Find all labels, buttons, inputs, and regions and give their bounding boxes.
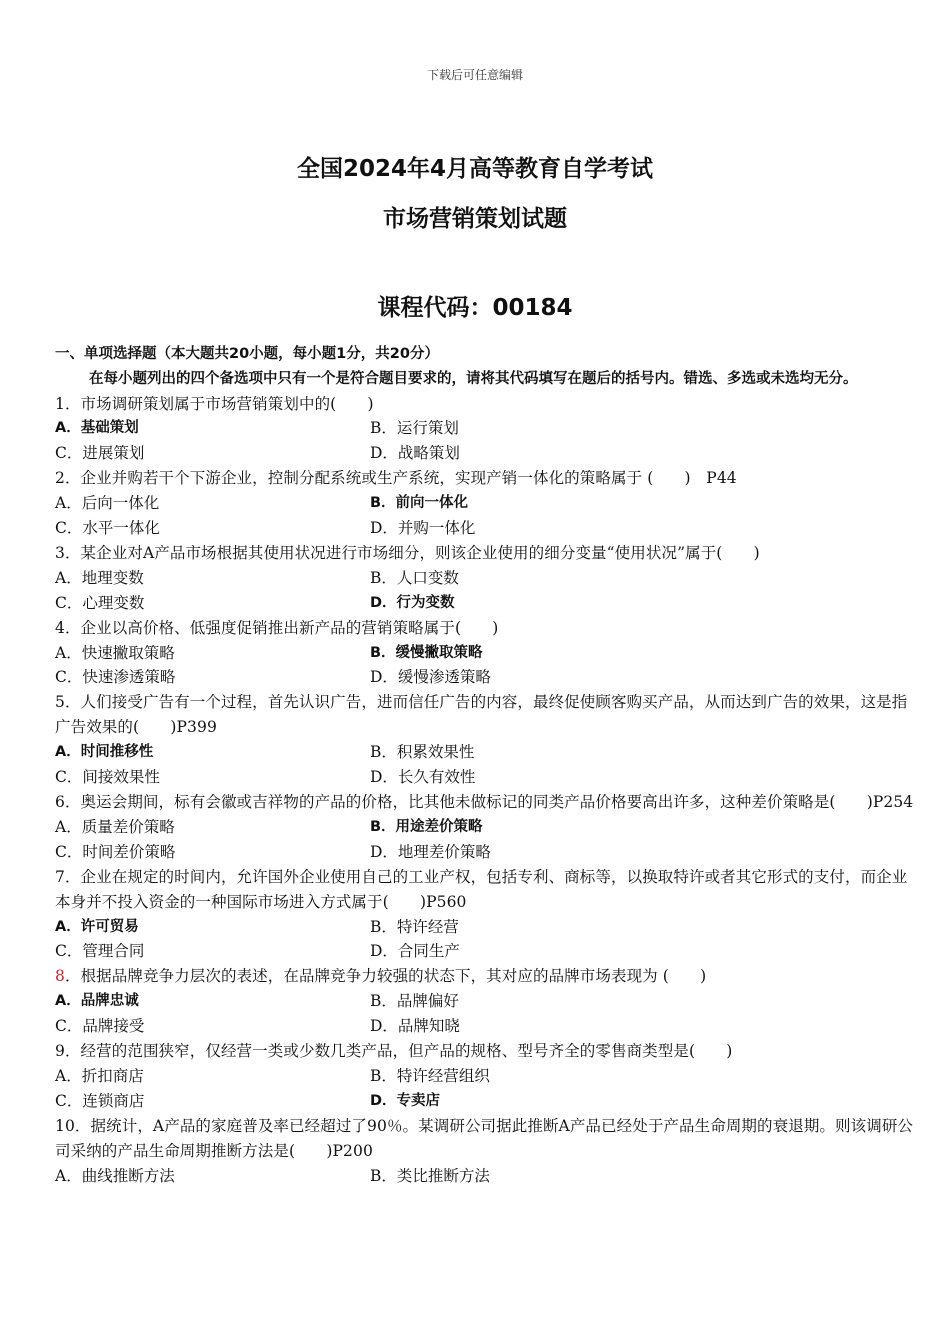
option-d: D．缓慢渗透策略 xyxy=(370,668,491,687)
option-c: C．心理变数 xyxy=(55,593,145,612)
option-b: B．前向一体化 xyxy=(370,495,469,512)
option-c: C．品牌接受 xyxy=(55,1017,145,1036)
option-b: B．人口变数 xyxy=(370,568,459,587)
question-stem xyxy=(55,964,915,989)
option-c: C．水平一体化 xyxy=(55,519,160,538)
option-a: A．快速撇取策略 xyxy=(55,643,175,662)
question-stem: 5．人们接受广告有一个过程，首先认识广告，进而信任广告的内容，最终促使顾客购买产品，从而达到广告的效果，这是指广告效果的( )P399 xyxy=(55,693,908,737)
option-c: C．间接效果性 xyxy=(55,768,160,787)
question-options xyxy=(55,491,915,541)
option-b: B．运行策划 xyxy=(370,419,459,438)
exam-subject-title: 市场营销策划试题 xyxy=(383,206,567,232)
question-options xyxy=(55,416,915,466)
option-d: D．地理差价策略 xyxy=(370,842,491,861)
option-b: B．积累效果性 xyxy=(370,743,475,762)
question-options xyxy=(55,566,915,616)
option-d: D．行为变数 xyxy=(370,594,455,611)
section-instruction: 在每小题列出的四个备选项中只有一个是符合题目要求的，请将其代码填写在题后的括号内。错选、多选或未选均无分。 xyxy=(89,370,858,387)
question-options xyxy=(55,815,915,865)
option-b: B．类比推断方法 xyxy=(370,1166,490,1185)
option-c: C．进展策划 xyxy=(55,444,145,463)
question-options xyxy=(55,989,915,1039)
question-number: 8 xyxy=(55,967,65,986)
option-a: A．后向一体化 xyxy=(55,494,160,513)
option-d: D．合同生产 xyxy=(370,942,460,961)
option-a: A．曲线推断方法 xyxy=(55,1166,175,1185)
option-a: A．折扣商店 xyxy=(55,1066,144,1085)
question-stem: 4．企业以高价格、低强度促销推出新产品的营销策略属于( ) xyxy=(55,618,499,637)
option-b: B．用途差价策略 xyxy=(370,818,483,835)
option-b: B．特许经营组织 xyxy=(370,1066,490,1085)
option-d: D．并购一体化 xyxy=(370,519,476,538)
option-d: D．品牌知晓 xyxy=(370,1017,460,1036)
option-b: B．特许经营 xyxy=(370,917,459,936)
option-b: B．品牌偏好 xyxy=(370,992,459,1011)
option-c: C．快速渗透策略 xyxy=(55,668,176,687)
option-a: A．基础策划 xyxy=(55,420,139,437)
option-d: D．专卖店 xyxy=(370,1092,441,1109)
option-c: C．连锁商店 xyxy=(55,1091,145,1110)
option-a: A．质量差价策略 xyxy=(55,817,175,836)
exam-content xyxy=(55,342,915,1189)
question-options xyxy=(55,1164,915,1189)
question-stem: 2．企业并购若干个下游企业，控制分配系统或生产系统，实现产销一体化的策略属于 ( ) P44 xyxy=(55,469,737,488)
question-stem: 1．市场调研策划属于市场营销策划中的( ) xyxy=(55,394,374,413)
option-a: A．许可贸易 xyxy=(55,918,139,935)
question-options xyxy=(55,1064,915,1114)
option-c: C．时间差价策略 xyxy=(55,842,176,861)
question-options xyxy=(55,740,915,790)
exam-title: 全国2024年4月高等教育自学考试 xyxy=(296,156,654,182)
header-note: 下载后可任意编辑 xyxy=(426,68,523,82)
option-d: D．长久有效性 xyxy=(370,768,476,787)
question-options xyxy=(55,641,915,691)
option-c: C．管理合同 xyxy=(55,942,145,961)
option-a: A．地理变数 xyxy=(55,568,144,587)
section-title: 一、单项选择题（本大题共20小题，每小题1分，共20分） xyxy=(55,346,439,362)
option-b: B．缓慢撇取策略 xyxy=(370,644,483,661)
question-stem: 6．奥运会期间，标有会徽或吉祥物的产品的价格，比其他未做标记的同类产品价格要高出许多，这种差价策略是( )P254 xyxy=(55,793,914,811)
question-options xyxy=(55,915,915,965)
question-text: ．根据品牌竞争力层次的表述，在品牌竞争力较强的状态下，其对应的品牌市场表现为 ( ) xyxy=(64,967,707,986)
option-a: A．品牌忠诚 xyxy=(55,993,139,1010)
option-d: D．战略策划 xyxy=(370,444,460,463)
question-stem: 9．经营的范围狭窄，仅经营一类或少数几类产品，但产品的规格、型号齐全的零售商类型是( ) xyxy=(55,1042,733,1061)
question-stem: 7．企业在规定的时间内，允许国外企业使用自己的工业产权，包括专利、商标等，以换取特许或者其它形式的支付，而企业本身并不投入资金的一种国际市场进入方式属于( )P560 xyxy=(55,867,908,911)
question-stem: 3．某企业对A产品市场根据其使用状况进行市场细分，则该企业使用的细分变量“使用状况”属于( ) xyxy=(55,543,760,562)
option-a: A．时间推移性 xyxy=(55,744,154,761)
course-code: 课程代码：00184 xyxy=(377,295,573,321)
question-stem: 10．据统计，A产品的家庭普及率已经超过了90％。某调研公司据此推断A产品已经处于产品生命周期的衰退期。则该调研公司采纳的产品生命周期推断方法是( )P200 xyxy=(55,1116,914,1160)
